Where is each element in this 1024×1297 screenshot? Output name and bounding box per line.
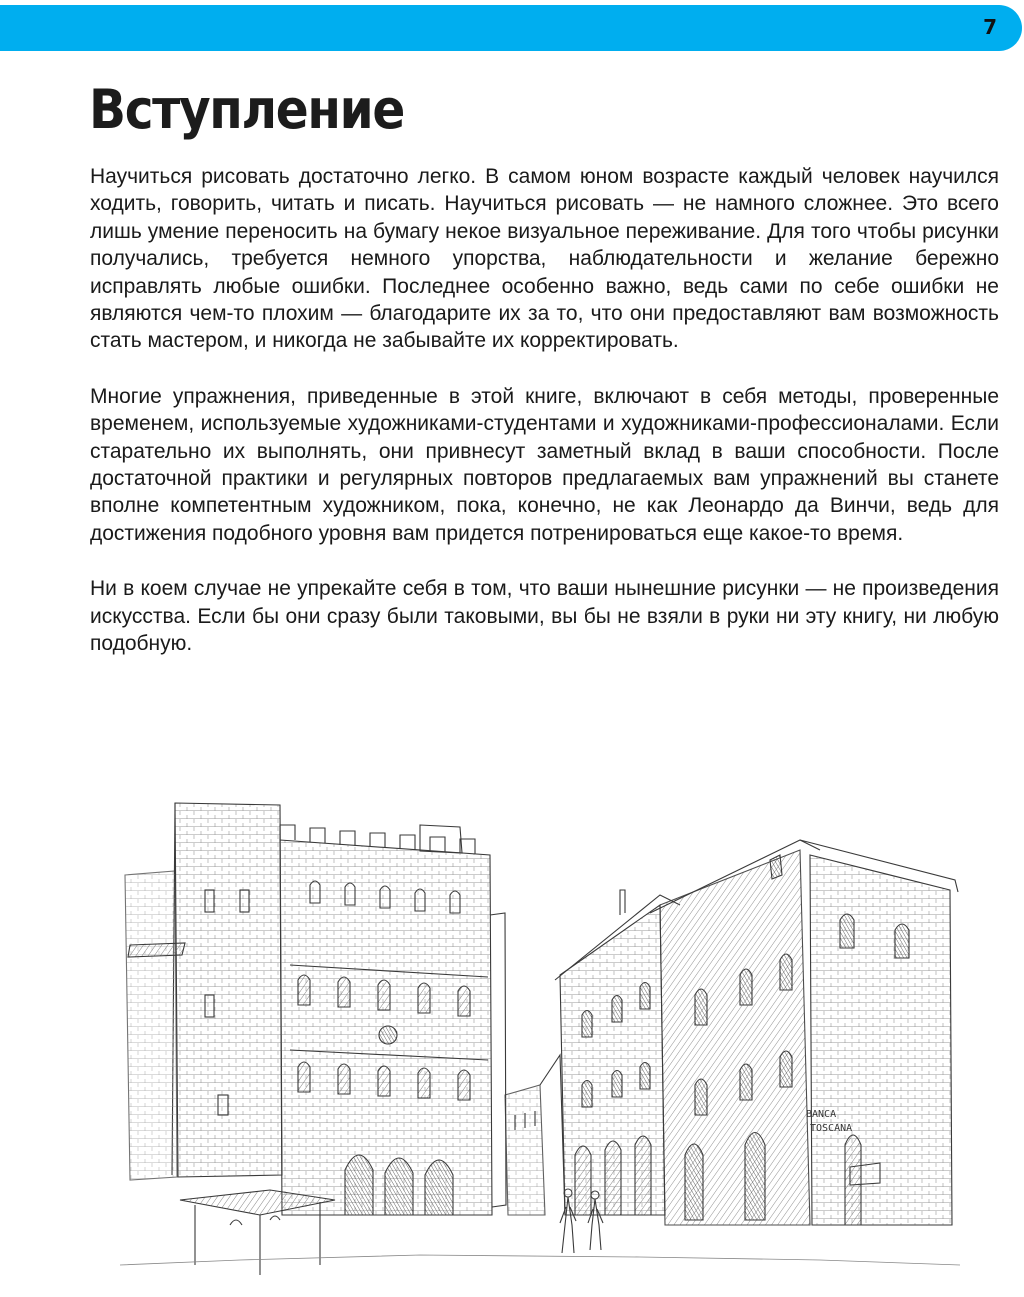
paragraph-1: Научиться рисовать достаточно легко. В самом юном возрасте каждый человек научился ходить, говорить, читать и писать. Научиться рисовать — не намного сложнее. Это всего лишь умение переносить на бумагу некое визуальное переживание. Для того чтобы рисунки получались, требуется немного упорства, наблюдательности и желание бережно исправлять любые ошибки. Последнее особенно важно, ведь сами по себе ошибки не являются чем-то плохим — благодарите их за то, что они предоставляют вам возможность стать мастером, и никогда не забывайте их корректировать. [90, 165, 999, 353]
central-palazzo [280, 825, 506, 1215]
body-text [90, 163, 999, 686]
sketch-svg [120, 795, 960, 1295]
market-awning [180, 1190, 335, 1275]
sign-line-1: BANCA [806, 1109, 837, 1120]
sign-line-2: TOSCANA [810, 1123, 853, 1134]
header-bar [0, 5, 1022, 51]
paragraph-2: Многие упражнения, приведенные в этой книге, включают в себя методы, проверенные временем, используемые художниками-студентами и художниками-профессионалами. Если старательно их выполнять, они привнесут заметный вклад в ваши способности. После достаточной практики и регулярных повторов предлагаемых вам упражнений вы станете вполне компетентным художником, пока, конечно, не как Леонардо да Винчи, ведь для достижения подобного уровня вам придется потренироваться еще какое-то время. [90, 384, 999, 545]
street-sketch-illustration [120, 795, 960, 1295]
page-title: Вступление [89, 78, 404, 141]
ground-line [120, 1255, 960, 1265]
paragraph-3: Ни в коем случае не упрекайте себя в том, что ваши нынешние рисунки — не произведения искусства. Если бы они сразу были таковыми, вы бы не взяли в руки ни эту книгу, ни любую подобную. [90, 577, 999, 656]
page-number: 7 [983, 15, 997, 39]
right-palazzo [650, 840, 958, 1225]
distant-street [505, 1055, 565, 1215]
left-tower [125, 803, 282, 1180]
